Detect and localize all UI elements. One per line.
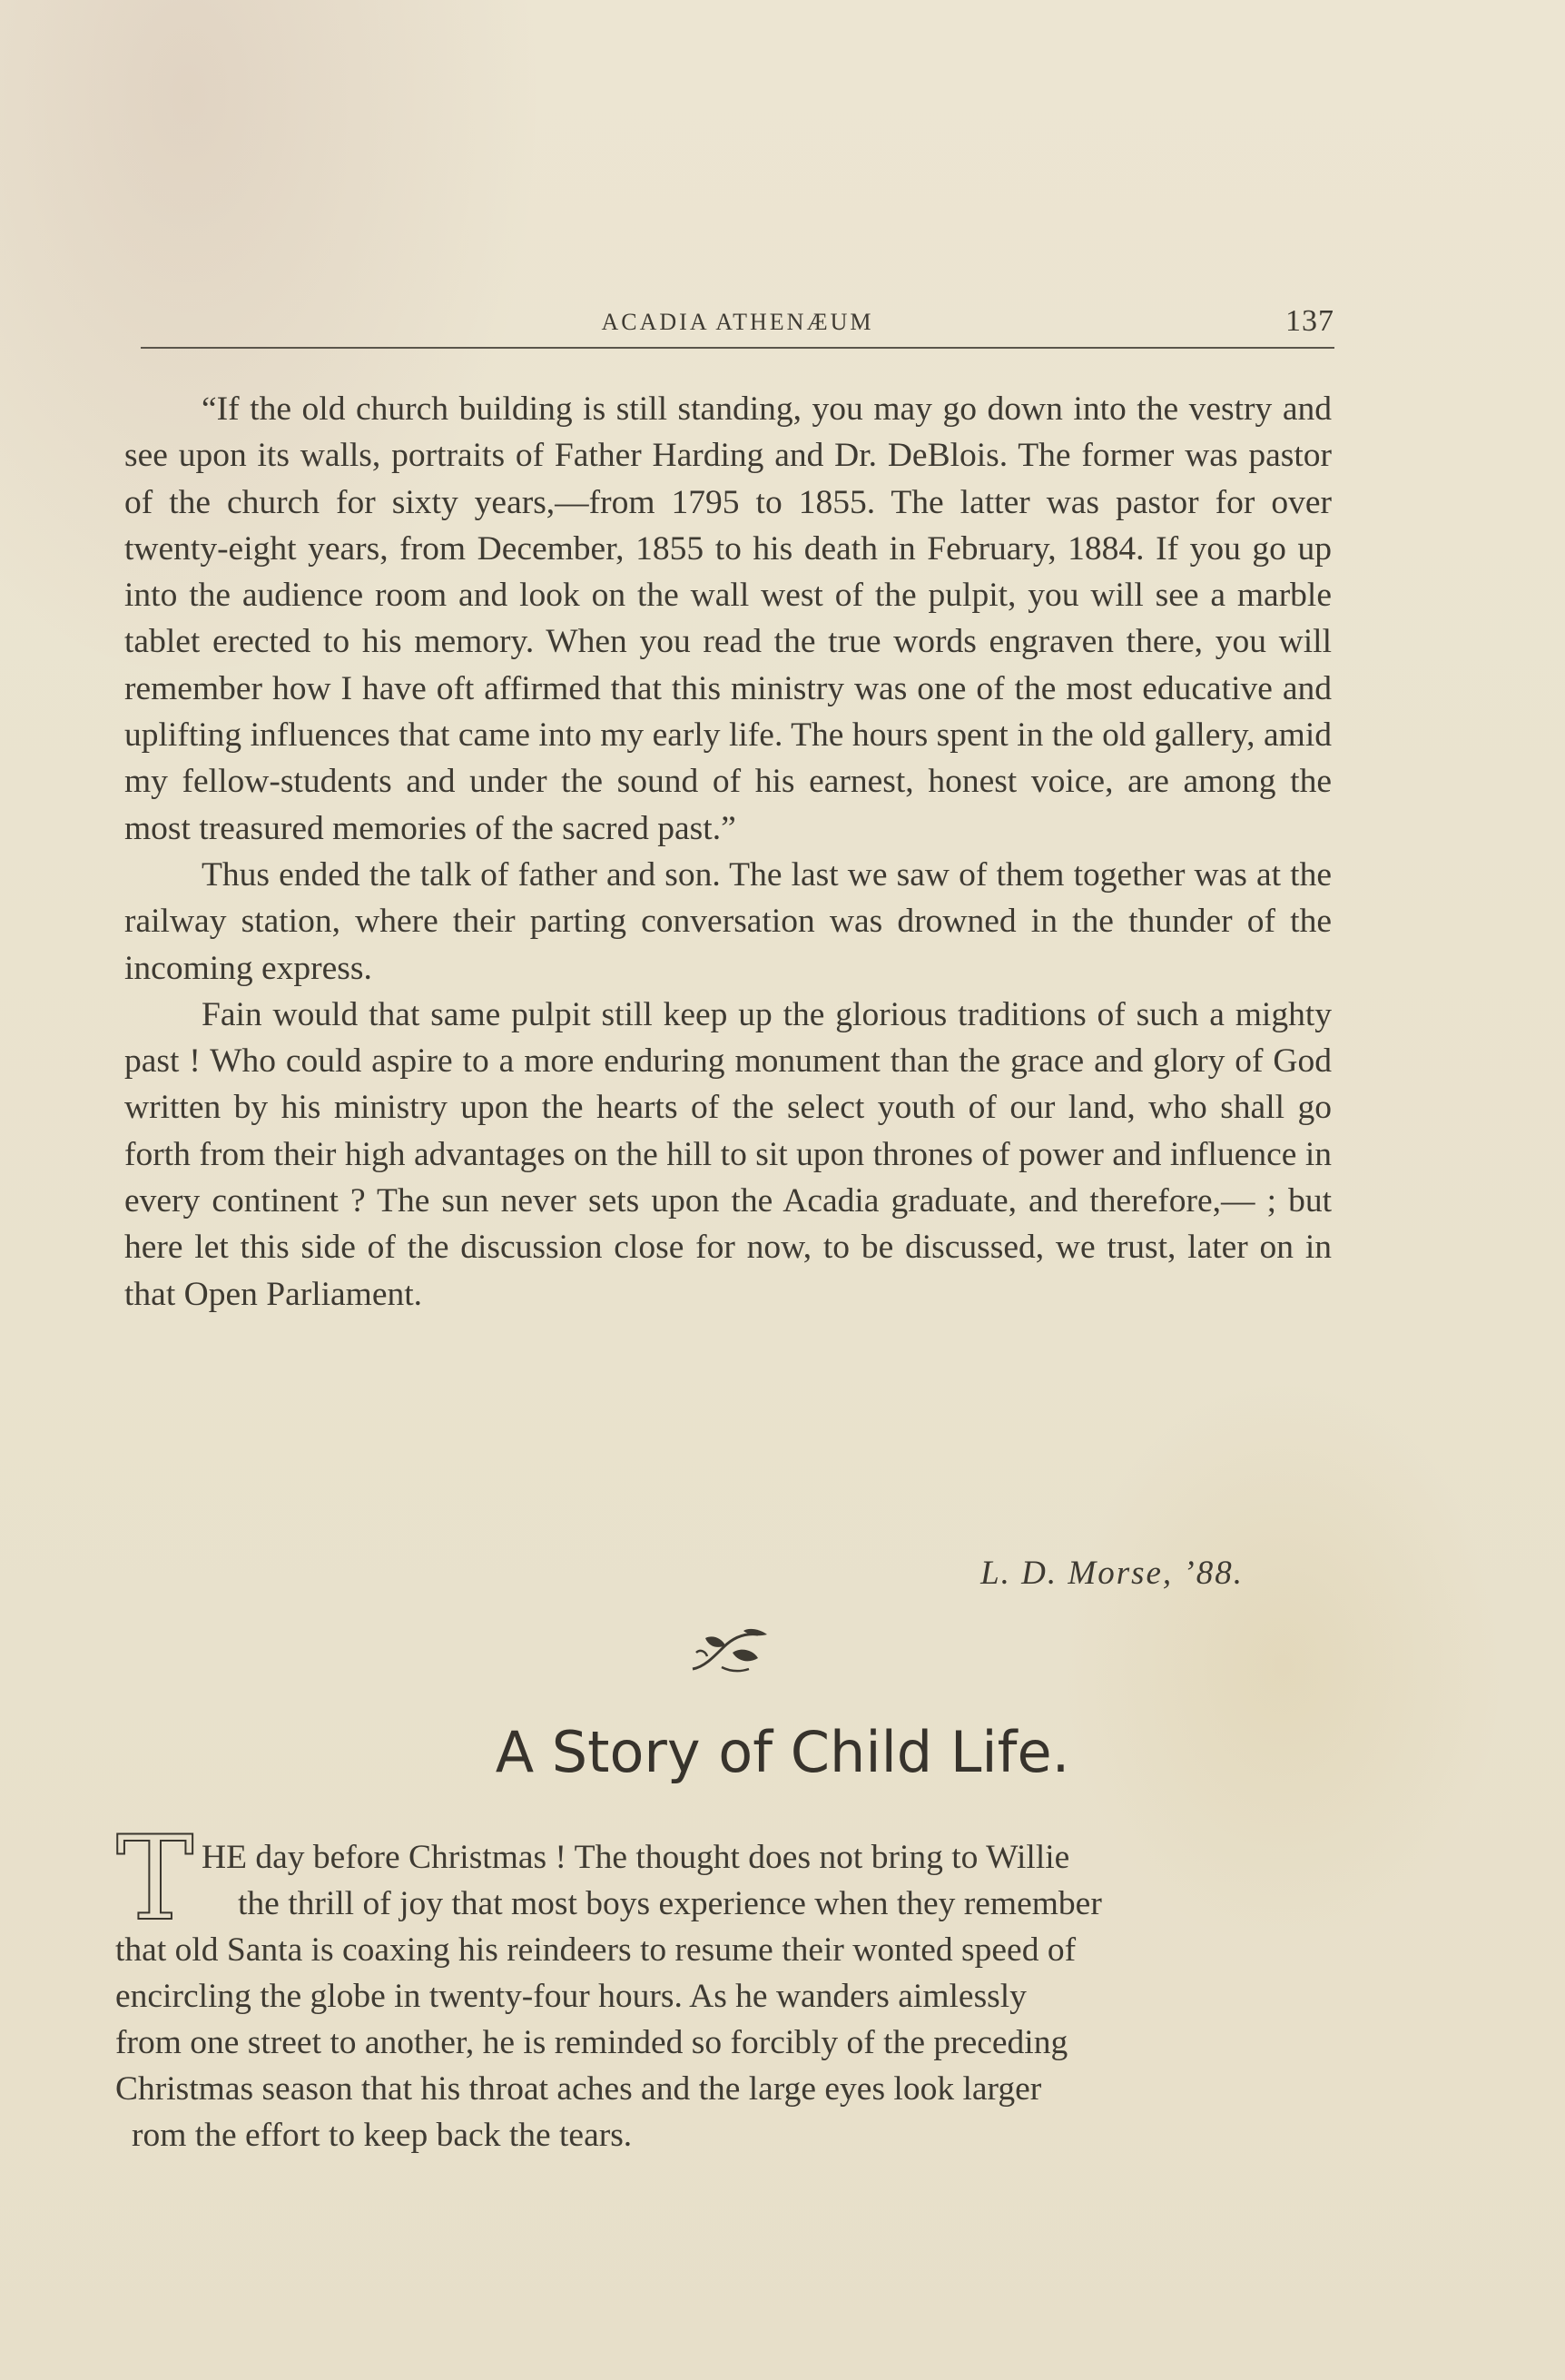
author-signature: L. D. Morse, ’88. [980, 1555, 1244, 1592]
story-line: encircling the globe in twenty-four hours. As he wanders aimlessly [115, 1978, 1027, 2015]
story-line: Christmas season that his throat aches and the large eyes look larger [115, 2070, 1042, 2108]
story-line: rom the effort to keep back the tears. [132, 2117, 633, 2154]
story-line: the thrill of joy that most boys experience when they remember [238, 1885, 1102, 1922]
running-header [141, 304, 1334, 349]
article-body [124, 386, 1332, 1318]
page-number: 137 [1285, 304, 1334, 338]
fleuron-ornament-icon [685, 1625, 776, 1680]
article-paragraph: Fain would that same pulpit still keep up the glorious traditions of such a mighty past ! Who could aspire to a more enduring monument than the grace and glory of God written by his ministry upon the hearts of the select youth of our land, who shall go forth from their high advantages on the hill to sit upon thrones of power and influence in every continent ? The sun never sets upon the Acadia graduate, and therefore,— ; but here let this side of the discussion close for now, to be discussed, we trust, later on in that Open Parliament. [124, 995, 1332, 1313]
drop-cap: T [116, 1812, 194, 1947]
story-line: HE day before Christmas ! The thought does not bring to Willie [202, 1839, 1070, 1876]
story-title: A Story of Child Life. [495, 1719, 1070, 1785]
story-line: from one street to another, he is reminded so forcibly of the preceding [115, 2024, 1068, 2061]
running-title: ACADIA ATHENÆUM [601, 309, 874, 335]
article-paragraph: “If the old church building is still standing, you may go down into the vestry and see upon its walls, portraits of Father Harding and Dr. DeBlois. The former was pastor of the church for sixty years,—from 1795 to 1855. The latter was pastor for over twenty-eight years, from December, 1855 to his death in February, 1884. If you go up into the audience room and look on the wall west of the pulpit, you will see a marble tablet erected to his memory. When you read the true words engraven there, you will remember how I have oft affirmed that this ministry was one of the most educative and uplifting influences that came into my early life. The hours spent in the old gallery, amid my fellow-students and under the sound of his earnest, honest voice, are among the most treasured memories of the sacred past.” [124, 390, 1332, 847]
article-paragraph: Thus ended the talk of father and son. The last we saw of them together was at the railway station, where their parting conversation was drowned in the thunder of the incoming express. [124, 855, 1332, 987]
story-line: that old Santa is coaxing his reindeers to resume their wonted speed of [115, 1931, 1077, 1969]
story-body [115, 1834, 1321, 2158]
